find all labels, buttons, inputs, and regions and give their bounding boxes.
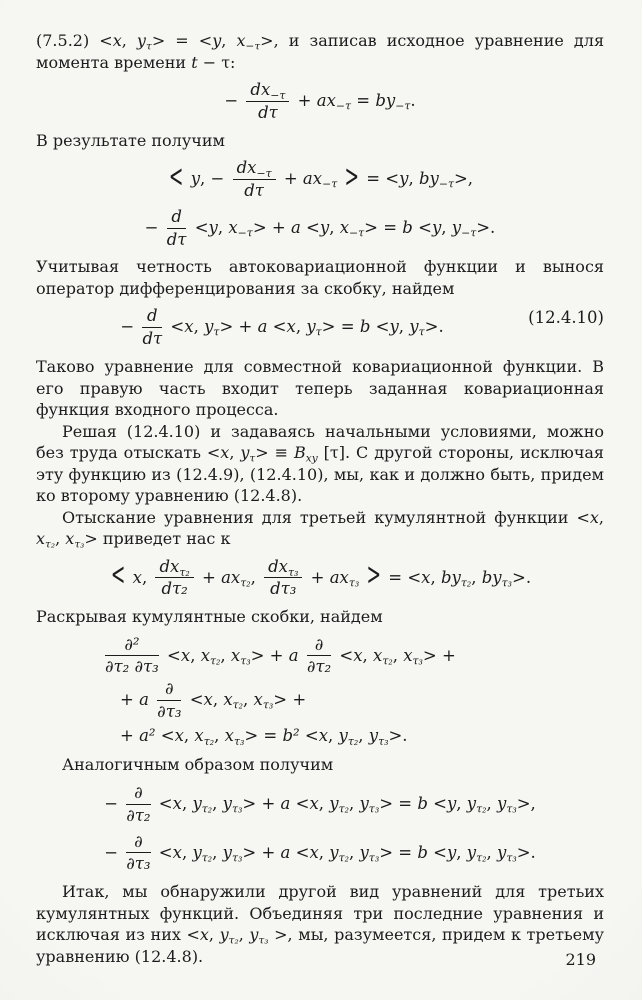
denominator (157, 701, 181, 721)
math-var: dx (159, 556, 180, 576)
math-var: y (359, 793, 369, 813)
math-var: y (446, 842, 457, 862)
numerator (167, 208, 187, 229)
paragraph-p5: Решая (12.4.10) и задаваясь начальными условиями, можно без труда отыскать <x, $y_\tau> \equiv B_{xy}$ [τ]. С другой стороны, исключая эту функцию из (12.4.9), (12.4.10), мы, как и должно быть, придем ко второму уравнению (12.4.8). (36, 421, 605, 505)
formula-f5: < x, $\frac{dx_{\tau_2}}{\text{dτ₂}}$ + $ax_{\tau_2}$, $\frac{dx_{\tau_3}}{\text{dτ₃}}$ + $ax_{\tau_3}$ > = <x, $by_{\tau_2}$, $by_{\tau_3}>$. (110, 556, 532, 599)
paragraph-p2: В результате получим (36, 130, 225, 150)
math-var: x (65, 529, 75, 548)
math-var: x (200, 645, 210, 665)
math-var: x (286, 317, 296, 337)
math-var: y (497, 793, 507, 813)
math-var: y (240, 443, 250, 462)
formula-f4: (12.4.10) − $\frac{d}{d\tau}$ <x, $y_\tau> + a <x$, $y_\tau> = b <y$, $y_\tau>$. (120, 306, 604, 349)
subscript: τ₂ (347, 734, 359, 748)
math-var: by (375, 90, 396, 110)
math-var: x (353, 645, 363, 665)
math-var: x (112, 31, 122, 50)
denominator (126, 853, 150, 873)
math-var: ∂ (165, 679, 174, 699)
math-var: x (36, 529, 46, 548)
math-var: dx (250, 80, 271, 99)
angle-bracket: < (168, 159, 184, 196)
subscript: τ₂ (179, 565, 190, 579)
page-content (36, 30, 604, 967)
subscript: τ₃ (501, 576, 513, 590)
math-var: y (222, 793, 232, 813)
math-var: by (418, 168, 439, 188)
math-var: b² (282, 725, 300, 745)
paragraph-p1: (7.5.2) <x, $y_\tau> = <y$, $x_{-\tau}>$, и записав исходное уравнение для момента времени t − τ: (36, 31, 605, 72)
numerator (126, 784, 150, 805)
subscript: τ₂ (476, 851, 487, 865)
math-var: a (139, 690, 149, 710)
math-var: y (431, 217, 442, 237)
denominator (126, 805, 150, 825)
math-var: x (421, 567, 431, 587)
math-var: x (132, 567, 142, 587)
angle-bracket: > (344, 159, 359, 196)
subscript: τ (213, 325, 220, 339)
math-var: x (174, 725, 184, 745)
subscript: τ₃ (231, 802, 243, 816)
paragraph-p7: Раскрывая кумулянтные скобки, найдем (36, 607, 383, 627)
math-var: x (589, 507, 599, 527)
subscript: −τ (245, 40, 261, 53)
denominator (264, 578, 302, 598)
subscript: τ₂ (228, 934, 239, 947)
subscript: τ₂ (201, 802, 213, 816)
math-var: y (192, 793, 202, 813)
numerator (105, 636, 159, 657)
subscript: τ₂ (232, 698, 244, 712)
subscript: τ₃ (258, 934, 269, 947)
math-var: y (389, 317, 399, 337)
formula-f1: − $\frac{dx_{-\tau}}{d\tau}$ + $ax_{-\tau} = by_{-\tau}$. (224, 80, 416, 122)
math-var: x (224, 725, 234, 745)
subscript: τ₂ (338, 802, 349, 816)
paragraph-p9: Итак, мы обнаружили другой вид уравнений для третьих кумулянтных функций. Объединяя три последние уравнения и исключая из них <x, $y_{\tau_2}$, $y_{\tau_3}$ >, мы, разумеется, придем к третьему уравнению (12.4.8). (36, 882, 604, 966)
math-var: y (409, 317, 419, 337)
math-var: y (319, 217, 330, 237)
math-var: y (249, 925, 259, 945)
subscript: τ₃ (506, 802, 517, 816)
math-var: dτ₂ (161, 579, 188, 599)
math-var: y (466, 842, 477, 862)
math-var: y (451, 217, 462, 237)
math-var: dτ (258, 102, 278, 122)
math-var: ∂ (314, 634, 324, 654)
math-var: ∂τ₃ (126, 854, 151, 874)
subscript: τ₃ (74, 538, 85, 551)
math-var: x (318, 725, 329, 745)
denominator (246, 102, 289, 122)
subscript: −τ (322, 177, 338, 191)
subscript: τ (249, 452, 256, 465)
denominator (142, 328, 162, 348)
math-var: x (180, 645, 191, 665)
math-var: x (309, 793, 319, 813)
math-var: dτ (142, 329, 163, 349)
subscript: τ₂ (460, 576, 472, 590)
math-var: y (192, 842, 202, 862)
subscript: τ₃ (506, 851, 517, 865)
math-var: y (368, 725, 379, 745)
math-var: y (338, 725, 348, 745)
math-var: by (481, 567, 502, 587)
math-var: a (290, 217, 301, 237)
subscript: τ₃ (412, 654, 423, 668)
subscript: τ (315, 325, 322, 339)
math-var: by (440, 567, 461, 587)
math-var: a (288, 645, 299, 665)
math-var: y (329, 842, 339, 862)
math-var: ∂ (134, 782, 143, 802)
math-var: B (293, 443, 306, 462)
subscript: τ₃ (368, 802, 380, 816)
math-var: t (191, 52, 198, 72)
subscript: τ (145, 40, 152, 53)
fraction (264, 558, 302, 599)
subscript: τ₂ (45, 538, 56, 551)
formula-f3: − $\frac{d}{d\tau}$ <y, $x_{-\tau}> + a <y$, $x_{-\tau}> = b <y$, $y_{-\tau}>$. (144, 206, 496, 249)
numerator (307, 636, 331, 657)
paragraph-p6: Отыскание уравнения для третьей кумулянтной функции <x, $x_{\tau_2}$, $x_{\tau_3}>$ приведет нас к (36, 507, 604, 551)
fraction (157, 680, 181, 721)
math-var: x (230, 645, 241, 665)
subscript: τ₃ (368, 851, 380, 865)
fraction (233, 159, 276, 200)
math-var: x (203, 690, 213, 710)
formula-f2: < y, − $\frac{dx_{-\tau}}{d\tau}$ + $ax_{-\tau}$ > = <y, $by_{-\tau}>$, (168, 158, 474, 200)
math-var: dx (236, 158, 257, 178)
denominator (155, 578, 193, 598)
subscript: τ₃ (262, 698, 274, 712)
subscript: τ₂ (338, 851, 349, 865)
math-var: dx (268, 556, 288, 576)
subscript: −τ (237, 226, 253, 240)
equation-number: (12.4.10) (528, 308, 604, 328)
math-var: a² (139, 725, 156, 745)
math-var: b (417, 842, 428, 862)
math-var: dτ₃ (270, 579, 297, 599)
angle-bracket: < (110, 557, 126, 594)
math-var: b (359, 317, 371, 337)
math-var: y (466, 793, 477, 813)
subscript: −τ (270, 88, 286, 102)
math-var: b (417, 793, 428, 813)
math-var: ax (302, 168, 323, 188)
fraction (142, 307, 162, 348)
math-var: x (403, 645, 413, 665)
subscript: τ₂ (382, 654, 393, 668)
angle-bracket: > (366, 557, 382, 594)
math-var: y (136, 31, 146, 50)
math-var: d (171, 206, 182, 226)
subscript: τ₃ (233, 734, 245, 748)
math-var: ∂τ₂ ∂τ₃ (105, 657, 159, 677)
fraction (246, 81, 289, 122)
math-var: ax (316, 90, 336, 110)
math-var: y (306, 317, 316, 337)
math-var: a (257, 317, 268, 337)
math-var: x (339, 217, 350, 237)
math-var: y (208, 217, 218, 237)
math-var: ∂τ₃ (157, 702, 182, 722)
fraction (105, 636, 159, 677)
formula-f6: $\frac{\text{∂²}}{\text{∂τ₂ ∂τ₃}}$ <x, $x_{\tau_2}$, $x_{\tau_3}> + a$ $\frac{\partial}{\text{∂τ₂}}$ <x, $x_{\tau_2}$, $x_{\tau_3}>$ + (105, 634, 456, 677)
math-var: y (399, 168, 409, 188)
denominator (307, 656, 331, 676)
math-var: y (329, 793, 339, 813)
subscript: τ₃ (231, 851, 243, 865)
numerator (126, 833, 150, 854)
math-var: y (190, 168, 201, 188)
subscript: τ₂ (203, 734, 215, 748)
math-var: dτ (166, 229, 187, 249)
paragraph-p4: Таково уравнение для совместной ковариационной функции. В его правую часть входит теперь заданная ковариационная функция входного процесса. (36, 357, 604, 419)
denominator (167, 229, 187, 249)
fraction (155, 558, 193, 599)
math-var: ∂τ₂ (126, 805, 151, 825)
subscript: τ₂ (240, 576, 251, 590)
math-var: ∂τ₂ (306, 657, 332, 677)
subscript: τ₃ (348, 576, 360, 590)
math-var: ∂ (134, 831, 143, 851)
subscript: −τ (256, 166, 272, 180)
fraction (126, 784, 150, 825)
numerator (233, 159, 276, 180)
math-var: x (184, 317, 194, 337)
numerator (157, 680, 181, 701)
paragraph-p8: Аналогичным образом получим (62, 755, 334, 775)
numerator (264, 558, 302, 579)
subscript: τ₂ (476, 802, 487, 816)
subscript: −τ (461, 226, 477, 240)
math-var: y (204, 317, 214, 337)
math-var: y (212, 31, 222, 50)
subscript: xy (305, 452, 318, 465)
math-var: x (223, 690, 233, 710)
subscript: τ (418, 325, 425, 339)
subscript: τ₂ (210, 654, 221, 668)
math-var: x (194, 725, 204, 745)
math-var: ∂² (124, 634, 140, 654)
numerator (246, 81, 289, 102)
math-var: ax (329, 567, 349, 587)
subscript: −τ (349, 226, 365, 240)
math-var: x (373, 645, 383, 665)
math-var: ax (221, 567, 241, 587)
math-var: y (219, 925, 229, 945)
subscript: τ₃ (287, 565, 299, 579)
math-var: x (172, 793, 182, 813)
subscript: τ₂ (201, 851, 213, 865)
math-var: d (147, 306, 158, 326)
math-var: x (172, 842, 182, 862)
math-var: dτ (244, 180, 264, 200)
formula-f10: − $\frac{\partial}{\text{∂τ₃}}$ <x, $y_{\tau_2}$, $y_{\tau_3}> + a <x$, $y_{\tau_2}$, $y_{\tau_3}> = b <y$, $y_{\tau_2}$, $y_{\tau_3}>$. (104, 831, 536, 874)
math-var: x (236, 31, 246, 50)
subscript: τ₃ (378, 734, 389, 748)
math-var: y (497, 842, 507, 862)
subscript: −τ (335, 99, 352, 113)
math-var: x (253, 690, 263, 710)
math-var: x (220, 443, 230, 462)
subscript: −τ (438, 177, 454, 191)
math-var: x (199, 925, 209, 945)
formula-f9: − $\frac{\partial}{\text{∂τ₂}}$ <x, $y_{\tau_2}$, $y_{\tau_3}> + a <x$, $y_{\tau_2}$, $y_{\tau_3}> = b <y$, $y_{\tau_2}$, $y_{\tau_3}>$, (104, 782, 536, 825)
formula-f8: + a² <x, $x_{\tau_2}$, $x_{\tau_3}> = b^2 <x$, $y_{\tau_2}$, $y_{\tau_3}>$. (120, 725, 408, 748)
subscript: τ₃ (240, 654, 251, 668)
fraction (307, 636, 331, 677)
subscript: −τ (395, 99, 411, 113)
math-var: x (228, 217, 238, 237)
numerator (142, 307, 162, 328)
formula-f7: + a $\frac{\partial}{\text{∂τ₃}}$ <x, $x_{\tau_2}$, $x_{\tau_3}>$ + (120, 679, 307, 722)
math-var: b (402, 217, 413, 237)
math-var: a (280, 793, 291, 813)
page-number: 219 (565, 949, 596, 969)
denominator (105, 656, 159, 676)
denominator (233, 180, 276, 200)
fraction (126, 833, 150, 874)
math-var: y (359, 842, 369, 862)
math-var: a (280, 842, 291, 862)
fraction (167, 208, 187, 249)
math-var: x (309, 842, 319, 862)
math-var: y (446, 793, 457, 813)
paragraph-p3: Учитывая четность автоковариационной функции и вынося оператор дифференцирования за скобку, найдем (36, 257, 604, 298)
math-var: y (222, 842, 232, 862)
numerator (155, 558, 193, 579)
